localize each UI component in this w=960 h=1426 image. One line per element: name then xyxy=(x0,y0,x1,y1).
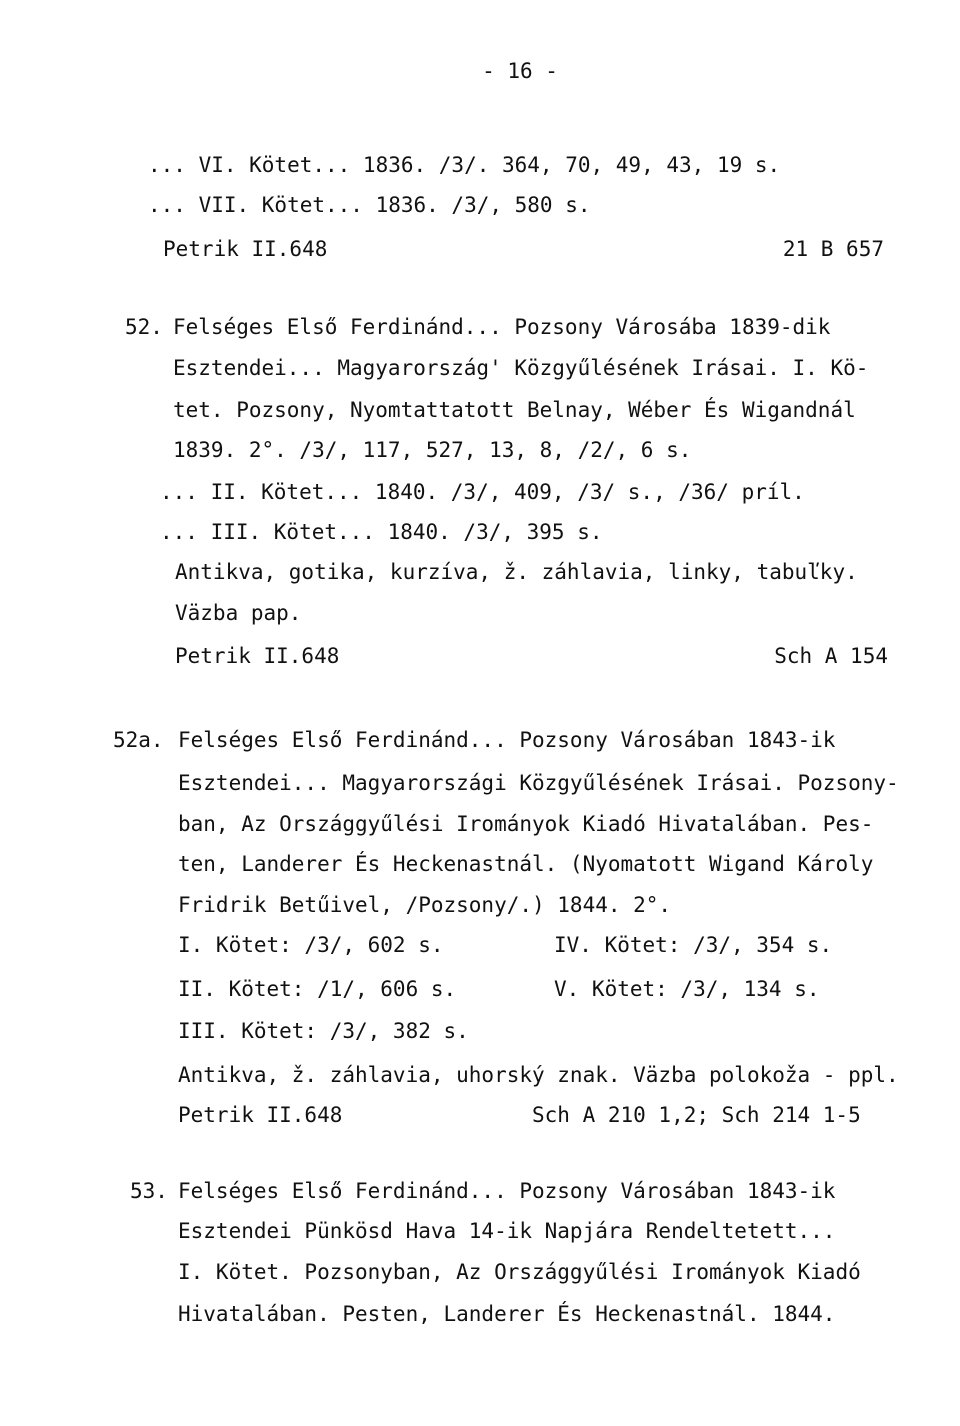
volume-line: ... III. Kötet... 1840. /3/, 395 s. xyxy=(160,520,603,544)
typography-note: Antikva, ž. záhlavia, uhorský znak. Väzba polokoža - ppl. xyxy=(178,1063,899,1087)
page-number: - 16 - xyxy=(482,59,558,83)
entry-text-line: Felséges Első Ferdinánd... Pozsony Városába 1839-dik xyxy=(173,315,831,339)
shelf-signature: 21 B 657 xyxy=(782,237,884,261)
entry-number: 52a. xyxy=(113,728,164,752)
petrik-reference: Petrik II.648 xyxy=(163,237,328,261)
entry-text-line: Felséges Első Ferdinánd... Pozsony Városában 1843-ik xyxy=(178,728,836,752)
volume-line: III. Kötet: /3/, 382 s. xyxy=(178,1019,469,1043)
entry-number: 52. xyxy=(125,315,163,339)
prev-volume-line: ... VII. Kötet... 1836. /3/, 580 s. xyxy=(148,193,591,217)
volume-line: II. Kötet: /1/, 606 s. xyxy=(178,977,457,1001)
entry-text-line: tet. Pozsony, Nyomtattatott Belnay, Wéber És Wigandnál xyxy=(173,398,856,422)
petrik-reference: Petrik II.648 xyxy=(178,1103,343,1127)
entry-text-line: Felséges Első Ferdinánd... Pozsony Városában 1843-ik xyxy=(178,1179,836,1203)
entry-text-line: 1839. 2°. /3/, 117, 527, 13, 8, /2/, 6 s. xyxy=(173,438,692,462)
volume-line: IV. Kötet: /3/, 354 s. xyxy=(554,933,833,957)
shelf-signature: Sch A 154 xyxy=(774,644,888,668)
entry-text-line: ten, Landerer És Heckenastnál. (Nyomatott Wigand Károly xyxy=(178,852,874,876)
typography-note: Antikva, gotika, kurzíva, ž. záhlavia, linky, tabuľky. xyxy=(175,560,858,584)
volume-line: I. Kötet: /3/, 602 s. xyxy=(178,933,444,957)
entry-number: 53. xyxy=(130,1179,168,1203)
entry-text-line: ban, Az Országgyűlési Irományok Kiadó Hivatalában. Pes- xyxy=(178,812,874,836)
shelf-signature: Sch A 210 1,2; Sch 214 1-5 xyxy=(532,1103,861,1127)
petrik-reference: Petrik II.648 xyxy=(175,644,340,668)
entry-text-line: Esztendei... Magyarországi Közgyűlésének Irásai. Pozsony- xyxy=(178,771,899,795)
entry-text-line: Esztendei... Magyarország' Közgyűlésének Irásai. I. Kö- xyxy=(173,356,869,380)
entry-text-line: Fridrik Betűivel, /Pozsony/.) 1844. 2°. xyxy=(178,893,672,917)
binding-note: Väzba pap. xyxy=(175,601,302,625)
prev-volume-line: ... VI. Kötet... 1836. /3/. 364, 70, 49, 43, 19 s. xyxy=(148,153,781,177)
entry-text-line: I. Kötet. Pozsonyban, Az Országgyűlési Irományok Kiadó xyxy=(178,1260,861,1284)
volume-line: V. Kötet: /3/, 134 s. xyxy=(554,977,820,1001)
volume-line: ... II. Kötet... 1840. /3/, 409, /3/ s., /36/ príl. xyxy=(160,480,805,504)
entry-text-line: Esztendei Pünkösd Hava 14-ik Napjára Rendeltetett... xyxy=(178,1219,836,1243)
entry-text-line: Hivatalában. Pesten, Landerer És Heckenastnál. 1844. xyxy=(178,1302,836,1326)
